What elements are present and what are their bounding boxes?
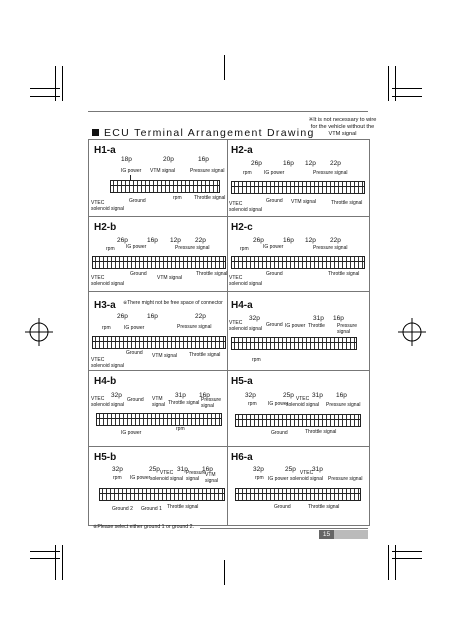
h2b-pin-26p: 26p (117, 237, 128, 244)
h5a-pin-16p: 16p (336, 392, 347, 399)
h5a-connector (235, 414, 361, 427)
h6a-pin-31p: 31p (312, 466, 323, 473)
h5a-pressure-signal: Pressure signal (326, 402, 361, 408)
h4b-ground: Ground (127, 397, 144, 403)
h5a-vtec-solenoid: VTEC solenoid signal (286, 396, 320, 408)
h2c-title: H2-c (231, 222, 253, 233)
h4a-pin-32p: 32p (249, 315, 260, 322)
crop-mark (392, 558, 422, 559)
h2a-rpm: rpm (243, 170, 252, 176)
h2a-pin-12p: 12p (305, 160, 316, 167)
h2c-pin-12p: 12p (305, 237, 316, 244)
h1a-pin-16p: 16p (198, 156, 209, 163)
h4a-title: H4-a (231, 300, 253, 311)
h2c-pin-22p: 22p (330, 237, 341, 244)
h1a-pressure-signal: Pressure signal (190, 168, 225, 174)
h5a-pin-25p: 25p (283, 392, 294, 399)
h5b-title: H5-b (94, 452, 117, 463)
h3a-ground: Ground (126, 350, 143, 356)
h2b-title: H2-b (94, 222, 117, 233)
h1a-connector (110, 180, 220, 193)
crop-mark (224, 55, 225, 80)
vtm-note: ※It is not necessary to wire for the vehicle without the VTM signal (308, 117, 377, 137)
h2a-pressure-signal: Pressure signal (313, 170, 348, 176)
h2b-connector (92, 256, 226, 269)
h4b-pressure-signal: Pressure signal (201, 397, 222, 409)
h3a-rpm: rpm (102, 325, 111, 331)
h2b-ig-power: IG power (126, 244, 147, 250)
h1a-ground: Ground (129, 198, 146, 204)
crop-mark (30, 558, 60, 559)
h2c-pin-26p: 26p (253, 237, 264, 244)
h5b-rpm: rpm (113, 475, 122, 481)
h2b-pressure-signal: Pressure signal (175, 245, 210, 251)
page-title-text: ECU Terminal Arrangement Drawing (104, 127, 315, 139)
h3a-connector (92, 336, 226, 349)
h5b-vtec-solenoid: VTEC solenoid signal (150, 470, 184, 482)
h2b-throttle-signal: Throttle signal (196, 271, 228, 277)
h4b-pin-32p: 32p (111, 392, 122, 399)
h2a-pin-16p: 16p (283, 160, 294, 167)
h2c-throttle-signal: Throttle signal (328, 271, 360, 277)
page-tab (334, 530, 368, 539)
h4b-vtec-solenoid: VTEC solenoid signal (91, 396, 125, 408)
h1a-vtec-solenoid: VTEC solenoid signal (91, 200, 125, 212)
h1a-vtm-signal: VTM signal (150, 168, 176, 174)
h1a-lead (130, 175, 131, 180)
h2b-rpm: rpm (106, 246, 115, 252)
h2b-pin-16p: 16p (147, 237, 158, 244)
h3a-pin-26p: 26p (117, 313, 128, 320)
h2c-pressure-signal: Pressure signal (313, 245, 348, 251)
h5b-pin-31p: 31p (177, 466, 188, 473)
crop-mark (388, 66, 389, 101)
h5b-pin-32p: 32p (112, 466, 123, 473)
h4a-pin-31p: 31p (313, 315, 324, 322)
h2b-pin-22p: 22p (195, 237, 206, 244)
h5b-ground-2: Ground 2 (112, 506, 133, 512)
h5b-connector (99, 488, 225, 501)
h1a-ig-power: IG power (121, 168, 142, 174)
crop-mark (30, 96, 60, 97)
grid-divider (88, 291, 369, 292)
crop-mark (392, 88, 422, 89)
h6a-connector (235, 488, 361, 501)
h3a-pin-16p: 16p (147, 313, 158, 320)
crop-mark (388, 545, 389, 580)
h6a-vtec-solenoid: VTEC solenoid signal (290, 470, 324, 482)
h4a-pin-16p: 16p (333, 315, 344, 322)
h2a-title: H2-a (231, 145, 253, 156)
crop-mark (392, 96, 422, 97)
h2a-connector (231, 181, 365, 194)
h4a-throttle: Throttle (308, 323, 325, 329)
h5a-ig-power: IG power (268, 401, 289, 407)
h6a-ground: Ground (274, 504, 291, 510)
h6a-throttle-signal: Throttle signal (308, 504, 340, 510)
h3a-pressure-signal: Pressure signal (177, 324, 212, 330)
h4b-ig-power: IG power (121, 430, 142, 436)
h1a-pin-18p: 18p (121, 156, 132, 163)
h5a-pin-32p: 32p (245, 392, 256, 399)
h3a-throttle-signal: Throttle signal (189, 352, 221, 358)
h4a-rpm: rpm (252, 357, 261, 363)
h4b-pin-31p: 31p (175, 392, 186, 399)
h4b-connector (96, 413, 222, 426)
h2b-ground: Ground (130, 271, 147, 277)
h6a-ig-power: IG power (268, 476, 289, 482)
h4a-connector (231, 337, 357, 350)
footer-rule (200, 528, 368, 529)
h6a-rpm: rpm (255, 475, 264, 481)
grid-divider (88, 216, 369, 217)
h2a-vtec-solenoid: VTEC solenoid signal (229, 201, 263, 213)
crop-mark (30, 551, 60, 552)
h2a-ground: Ground (266, 198, 283, 204)
rule-top (88, 111, 368, 112)
h5b-pin-16p: 16p (202, 466, 213, 473)
h1a-title: H1-a (94, 145, 116, 156)
h3a-pin-22p: 22p (195, 313, 206, 320)
h4b-vtm-signal: VTM signal (152, 396, 166, 408)
h1a-pin-20p: 20p (163, 156, 174, 163)
h3a-note: ※There might not be free space of connector (123, 300, 223, 306)
h5b-ground-1: Ground 1 (141, 506, 162, 512)
h5a-title: H5-a (231, 376, 253, 387)
crop-mark (224, 560, 225, 585)
h4b-pin-16p: 16p (199, 392, 210, 399)
ground-footnote: ※Please select either ground 1 or ground 2. (93, 524, 194, 530)
h2b-vtec-solenoid: VTEC solenoid signal (91, 275, 125, 287)
h2a-vtm-signal: VTM signal (291, 199, 317, 205)
h3a-vtm-signal: VTM signal (152, 353, 178, 359)
h6a-pin-25p: 25p (285, 466, 296, 473)
h5b-ig-power: IG power (130, 475, 151, 481)
h2c-ground: Ground (266, 271, 283, 277)
h1a-throttle-signal: Throttle signal (194, 195, 226, 201)
page-number: 15 (319, 530, 334, 539)
crop-mark (392, 551, 422, 552)
h1a-rpm: rpm (173, 195, 182, 201)
h6a-pin-32p: 32p (253, 466, 264, 473)
h2c-pin-16p: 16p (283, 237, 294, 244)
h2b-vtm-signal: VTM signal (157, 275, 183, 281)
h2b-pin-12p: 12p (170, 237, 181, 244)
h2c-vtec-solenoid: VTEC solenoid signal (229, 275, 263, 287)
h5b-pressure-signal: Pressure signal (186, 470, 207, 482)
h4b-title: H4-b (94, 376, 117, 387)
crop-mark (62, 545, 63, 580)
h3a-vtec-solenoid: VTEC solenoid signal (91, 357, 125, 369)
h2c-ig-power: IG power (263, 244, 284, 250)
crop-mark (62, 66, 63, 101)
h5a-pin-31p: 31p (312, 392, 323, 399)
h2c-rpm: rpm (240, 246, 249, 252)
h3a-title: H3-a (94, 300, 116, 311)
h5a-rpm: rpm (248, 401, 257, 407)
h3a-ig-power: IG power (124, 325, 145, 331)
h2c-connector (231, 256, 365, 269)
h5b-throttle-signal: Throttle signal (167, 504, 199, 510)
h4b-rpm: rpm (176, 426, 185, 432)
h2a-pin-26p: 26p (251, 160, 262, 167)
crop-mark (30, 88, 60, 89)
h4a-ground: Ground (266, 322, 283, 328)
h2a-throttle-signal: Throttle signal (331, 200, 363, 206)
h4a-ig-power: IG power (285, 323, 306, 329)
grid-divider-vertical (227, 139, 228, 525)
h4a-vtec-solenoid: VTEC solenoid signal (229, 320, 263, 332)
h4a-pressure-signal: Pressure signal (337, 323, 358, 335)
registration-mark-right (398, 318, 426, 346)
h2a-pin-22p: 22p (330, 160, 341, 167)
grid-divider (88, 370, 369, 371)
h5b-vtm-signal: VTM signal (205, 472, 219, 484)
registration-mark-left (25, 318, 53, 346)
h6a-title: H6-a (231, 452, 253, 463)
h2a-ig-power: IG power (264, 170, 285, 176)
h5a-ground: Ground (271, 430, 288, 436)
h5b-pin-25p: 25p (149, 466, 160, 473)
grid-divider (88, 446, 369, 447)
bullet-square-icon (92, 129, 99, 136)
h5a-throttle-signal: Throttle signal (305, 429, 337, 435)
h6a-pressure-signal: Pressure signal (328, 476, 363, 482)
h4b-throttle-signal: Throttle signal (168, 400, 200, 406)
page-title (92, 127, 315, 139)
